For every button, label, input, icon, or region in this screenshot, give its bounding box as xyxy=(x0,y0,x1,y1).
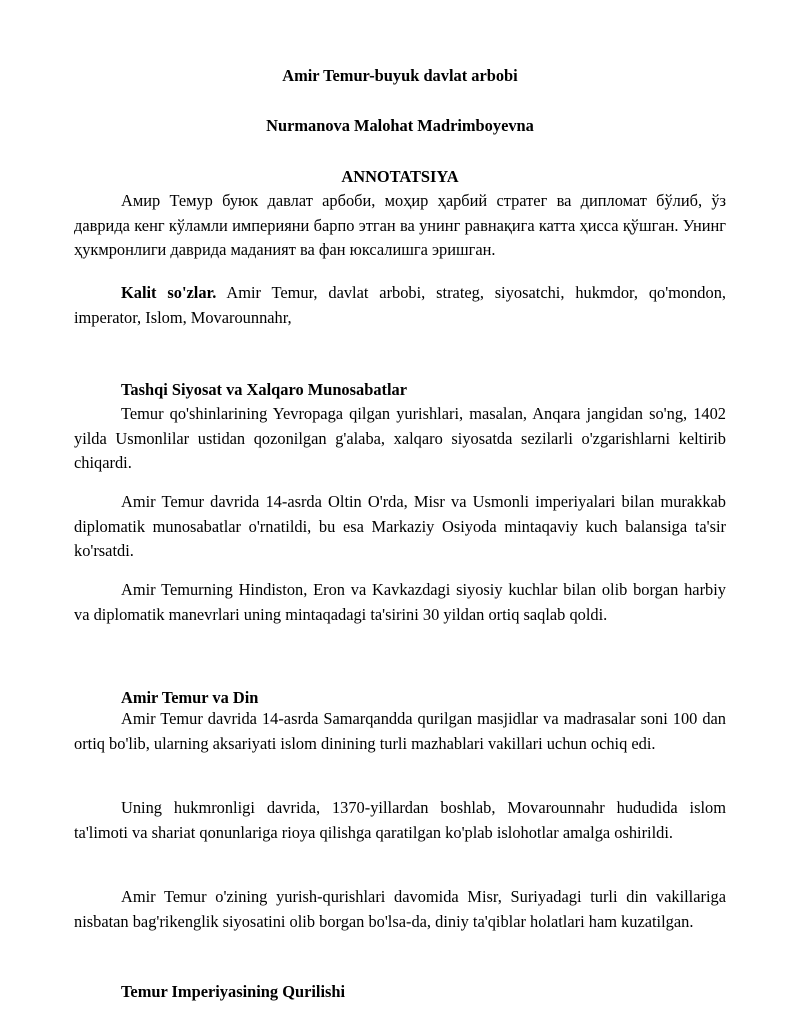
section-heading-religion: Amir Temur va Din xyxy=(121,688,259,707)
section-paragraph: Amir Temur o'zining yurish-qurishlari davomida Misr, Suriyadagi turli din vakillariga nisbatan bag'rikenglik siyosatini olib borgan bo'lsa-da, diniy ta'qiblar holatlari ham kuzatilgan. xyxy=(74,887,726,931)
paper-title: Amir Temur-buyuk davlat arbobi xyxy=(282,66,518,85)
keywords-label: Kalit so'zlar. xyxy=(121,283,217,302)
author-name: Nurmanova Malohat Madrimboyevna xyxy=(266,116,534,135)
section-heading-foreign-policy: Tashqi Siyosat va Xalqaro Munosabatlar xyxy=(121,380,407,399)
section-heading-empire-building: Temur Imperiyasining Qurilishi xyxy=(121,982,346,1001)
section-paragraph: Temur qo'shinlarining Yevropaga qilgan yurishlari, masalan, Anqara jangidan so'ng, 1402 yilda Usmonlilar ustidan qozonilgan g'alaba, xalqaro siyosatda sezilarli o'zgarishlarni keltirib chiqardi. xyxy=(74,404,726,472)
section-paragraph: Amir Temur davrida 14-asrda Oltin O'rda, Misr va Usmonli imperiyalari bilan murakkab diplomatik munosabatlar o'rnatildi, bu esa Markaziy Osiyoda mintaqaviy kuch balansiga ta'sir ko'rsatdi. xyxy=(74,492,726,560)
section-paragraph: Uning hukmronligi davrida, 1370-yillardan boshlab, Movarounnahr hududida islom ta'limoti va shariat qonunlariga rioya qilishga qaratilgan ko'plab islohotlar amalga oshirildi. xyxy=(74,798,726,842)
annotation-heading: ANNOTATSIYA xyxy=(341,167,459,186)
section-paragraph: Amir Temurning Hindiston, Eron va Kavkazdagi siyosiy kuchlar bilan olib borgan harbiy va diplomatik manevrlari uning mintaqadagi ta'sirini 30 yildan ortiq saqlab qoldi. xyxy=(74,580,726,624)
keywords-paragraph xyxy=(74,281,726,330)
keywords-text: Amir Temur, davlat arbobi, strateg, siyosatchi, hukmdor, qo'mondon, imperator, Islom, Movarounnahr, xyxy=(74,283,726,327)
section-paragraph: Amir Temur davrida 14-asrda Samarqandda qurilgan masjidlar va madrasalar soni 100 dan ortiq bo'lib, ularning aksariyati islom dinining turli mazhablari vakillari uchun ochiq edi. xyxy=(74,709,726,753)
annotation-paragraph: Амир Темур буюк давлат арбоби, моҳир ҳарбий стратег ва дипломат бўлиб, ўз даврида кенг кўламли империяни барпо этган ва унинг равнақига катта ҳисса қўшган. Унинг ҳукмронлиги даврида маданият ва фан юксалишга эришган. xyxy=(74,191,726,259)
